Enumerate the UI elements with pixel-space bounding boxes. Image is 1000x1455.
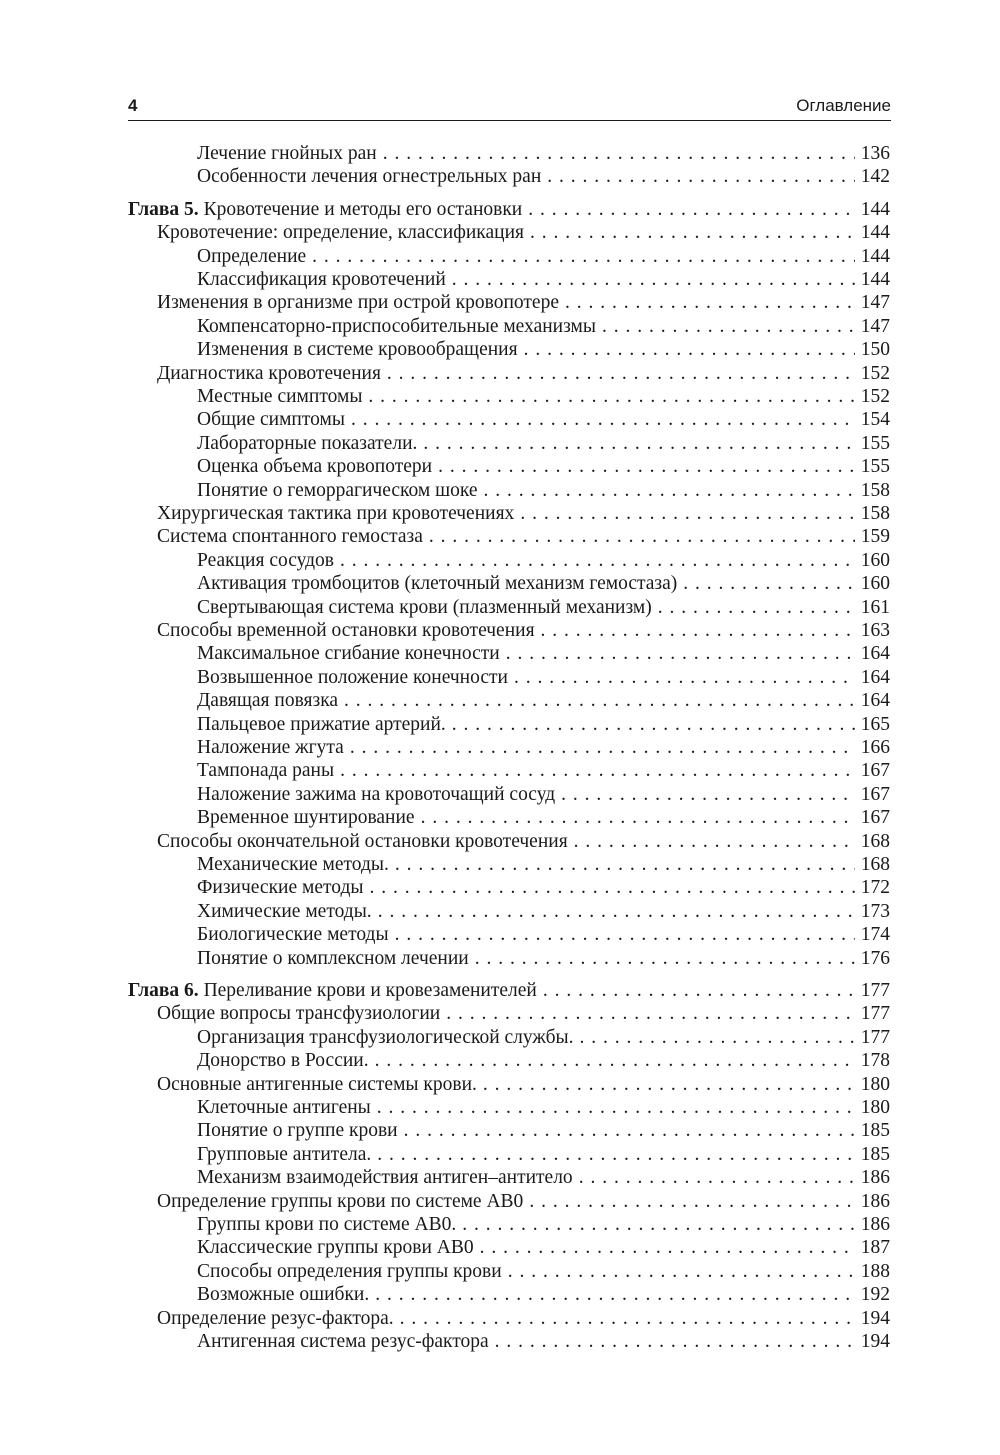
toc-entry-text: Механические методы. bbox=[197, 854, 389, 875]
toc-entry-text: Временное шунтирование bbox=[197, 807, 415, 828]
toc-subsection-entry bbox=[197, 1283, 890, 1307]
toc-page-number: 180 bbox=[860, 1097, 890, 1118]
toc-entry-title bbox=[197, 1330, 489, 1354]
dot-leader bbox=[378, 900, 855, 924]
toc-page-number: 155 bbox=[860, 433, 890, 454]
dot-leader bbox=[375, 1049, 855, 1073]
toc-page-number: 160 bbox=[860, 573, 890, 594]
dot-leader bbox=[483, 1073, 855, 1097]
toc-entry-text: Клеточные антигены bbox=[197, 1097, 371, 1118]
toc-entry-title bbox=[197, 642, 500, 666]
toc-entry-title bbox=[157, 502, 514, 526]
toc-subsection-entry bbox=[197, 1049, 890, 1073]
toc-entry-text: Понятие о группе крови bbox=[197, 1120, 398, 1141]
toc-entry-title bbox=[197, 165, 541, 189]
toc-subsection-entry bbox=[197, 479, 890, 503]
dot-leader bbox=[480, 1236, 855, 1260]
toc-entry-title bbox=[197, 455, 432, 479]
toc-entry-text: Антигенная система резус-фактора bbox=[197, 1331, 489, 1352]
toc-page-number: 194 bbox=[860, 1308, 890, 1329]
toc-page-number: 155 bbox=[860, 456, 890, 477]
dot-leader bbox=[438, 455, 855, 479]
toc-entry-title bbox=[197, 432, 417, 456]
toc-subsection-entry bbox=[197, 268, 890, 292]
toc-entry-title bbox=[197, 806, 415, 830]
toc-entry-title bbox=[197, 479, 478, 503]
dot-leader bbox=[375, 1283, 855, 1307]
dot-leader bbox=[508, 1260, 855, 1284]
toc-page-number: 187 bbox=[860, 1237, 890, 1258]
toc-entry-text: Давящая повязка bbox=[197, 690, 339, 711]
toc-subsection-entry bbox=[197, 1166, 890, 1190]
toc-entry-title bbox=[197, 1143, 371, 1167]
toc-entry-title bbox=[197, 876, 364, 900]
toc-entry-text: Возвышенное положение конечности bbox=[197, 667, 508, 688]
toc-subsection-entry bbox=[197, 806, 890, 830]
toc-subsection-entry bbox=[197, 1330, 890, 1354]
toc-subsection-entry bbox=[197, 596, 890, 620]
toc-entry-title bbox=[197, 549, 334, 573]
toc-entry-text: Общие симптомы bbox=[197, 409, 345, 430]
toc-page-number: 144 bbox=[860, 269, 890, 290]
toc-chapter-entry bbox=[128, 198, 890, 222]
toc-entry-text: Кровотечение и методы его остановки bbox=[203, 199, 523, 220]
toc-entry-title bbox=[197, 666, 508, 690]
dot-leader bbox=[602, 315, 855, 339]
toc-entry-text: Определение группы крови по системе AB0 bbox=[157, 1191, 524, 1212]
toc-page-number: 158 bbox=[860, 480, 890, 501]
toc-entry-text: Пальцевое прижатие артерий. bbox=[197, 714, 446, 735]
toc-entry-text: Понятие о комплексном лечении bbox=[197, 948, 469, 969]
toc-subsection-entry bbox=[197, 900, 890, 924]
dot-leader bbox=[377, 1143, 855, 1167]
toc-page-number: 164 bbox=[860, 690, 890, 711]
toc-entry-title bbox=[157, 830, 568, 854]
toc-entry-text: Способы временной остановки кровотечения bbox=[157, 620, 535, 641]
toc-entry-title bbox=[197, 923, 389, 947]
toc-entry-text: Особенности лечения огнестрельных ран bbox=[197, 166, 542, 187]
toc-page-number: 177 bbox=[860, 1027, 890, 1048]
toc-entry-text: Тампонада раны bbox=[197, 760, 335, 781]
toc-entry-title bbox=[157, 1002, 440, 1026]
toc-page-number: 168 bbox=[860, 854, 890, 875]
toc-page-number: 178 bbox=[860, 1050, 890, 1071]
toc-page-number: 150 bbox=[860, 339, 890, 360]
toc-subsection-entry bbox=[197, 876, 890, 900]
toc-page-number: 144 bbox=[860, 199, 890, 220]
toc-entry-text: Лабораторные показатели. bbox=[197, 433, 418, 454]
toc-entry-text: Максимальное сгибание конечности bbox=[197, 643, 500, 664]
toc-entry-text: Местные симптомы bbox=[197, 386, 363, 407]
toc-page-number: 180 bbox=[860, 1074, 890, 1095]
dot-leader bbox=[368, 385, 854, 409]
toc-page-number: 167 bbox=[860, 760, 890, 781]
toc-entry-title bbox=[197, 1260, 502, 1284]
toc-entry-text: Переливание крови и кровезаменителей bbox=[203, 980, 537, 1001]
dot-leader bbox=[383, 142, 855, 166]
dot-leader bbox=[404, 1119, 855, 1143]
toc-page-number: 161 bbox=[860, 597, 890, 618]
toc-page-number: 173 bbox=[860, 901, 890, 922]
toc-subsection-entry bbox=[197, 642, 890, 666]
toc-entry-title bbox=[197, 142, 377, 166]
dot-leader bbox=[579, 1166, 855, 1190]
toc-entry-title bbox=[157, 619, 535, 643]
dot-leader bbox=[340, 759, 855, 783]
toc-entry-text: Основные антигенные системы крови. bbox=[157, 1074, 477, 1095]
toc-subsection-entry bbox=[197, 759, 890, 783]
toc-entry-title bbox=[197, 408, 345, 432]
toc-subsection-entry bbox=[197, 338, 890, 362]
toc-page-number: 165 bbox=[860, 714, 890, 735]
toc-section-entry bbox=[157, 362, 890, 386]
toc-subsection-entry bbox=[197, 385, 890, 409]
toc-entry-title bbox=[157, 1073, 477, 1097]
toc-entry-title bbox=[197, 1049, 369, 1073]
toc-entry-text: Диагностика кровотечения bbox=[157, 363, 381, 384]
toc-entry-title bbox=[197, 947, 469, 971]
toc-entry-text: Лечение гнойных ран bbox=[197, 143, 377, 164]
toc-section-entry bbox=[157, 619, 890, 643]
dot-leader bbox=[400, 1307, 855, 1331]
toc-page-number: 152 bbox=[860, 386, 890, 407]
toc-page-number: 142 bbox=[860, 166, 890, 187]
toc-entry-text: Понятие о геморрагическом шоке bbox=[197, 480, 478, 501]
dot-leader bbox=[429, 525, 855, 549]
toc-entry-title bbox=[157, 1307, 394, 1331]
page-number: 4 bbox=[128, 96, 138, 115]
dot-leader bbox=[421, 806, 855, 830]
toc-page-number: 166 bbox=[860, 737, 890, 758]
toc-entry-text: Групповые антитела. bbox=[197, 1144, 372, 1165]
dot-leader bbox=[520, 502, 854, 526]
toc-page-number: 177 bbox=[860, 1003, 890, 1024]
dot-leader bbox=[506, 642, 855, 666]
toc-page-number: 185 bbox=[860, 1120, 890, 1141]
toc-entry-text: Общие вопросы трансфузиологии bbox=[157, 1003, 441, 1024]
dot-leader bbox=[580, 1026, 855, 1050]
toc-section-entry bbox=[157, 1002, 890, 1026]
toc-page-number: 144 bbox=[860, 246, 890, 267]
toc-entry-title bbox=[197, 596, 652, 620]
toc-entry-text: Реакция сосудов bbox=[197, 550, 335, 571]
toc-page-number: 186 bbox=[860, 1214, 890, 1235]
toc-subsection-entry bbox=[197, 783, 890, 807]
toc-section-entry bbox=[157, 525, 890, 549]
dot-leader bbox=[547, 165, 855, 189]
toc-page-number: 152 bbox=[860, 363, 890, 384]
toc-entry-title bbox=[197, 1119, 398, 1143]
toc-entry-text: Физические методы bbox=[197, 877, 364, 898]
toc-entry-title bbox=[128, 979, 537, 1003]
toc-entry-title bbox=[197, 759, 334, 783]
toc-entry-text: Возможные ошибки. bbox=[197, 1284, 370, 1305]
toc-subsection-entry bbox=[197, 315, 890, 339]
dot-leader bbox=[395, 923, 855, 947]
toc-entry-text: Химические методы. bbox=[197, 901, 372, 922]
toc-page-number: 185 bbox=[860, 1144, 890, 1165]
dot-leader bbox=[528, 198, 855, 222]
running-title: Оглавление bbox=[796, 96, 891, 115]
toc-entry-text: Наложение зажима на кровоточащий сосуд bbox=[197, 784, 556, 805]
toc-page-number: 163 bbox=[860, 620, 890, 641]
dot-leader bbox=[683, 572, 854, 596]
toc-subsection-entry bbox=[197, 432, 890, 456]
toc-section-entry bbox=[157, 502, 890, 526]
toc-entry-title bbox=[197, 713, 446, 737]
toc-subsection-entry bbox=[197, 1260, 890, 1284]
dot-leader bbox=[462, 1213, 855, 1237]
toc-entry-title bbox=[197, 1283, 369, 1307]
toc-entry-text: Компенсаторно-приспособительные механизмы bbox=[197, 316, 596, 337]
dot-leader bbox=[495, 1330, 855, 1354]
dot-leader bbox=[350, 736, 855, 760]
toc-section-entry bbox=[157, 291, 890, 315]
dot-leader bbox=[530, 221, 855, 245]
toc-entry-title bbox=[197, 385, 362, 409]
toc-page-number: 186 bbox=[860, 1191, 890, 1212]
toc-entry-text: Классические группы крови AB0 bbox=[197, 1237, 474, 1258]
toc-page-number: 160 bbox=[860, 550, 890, 571]
dot-leader bbox=[543, 979, 855, 1003]
toc-subsection-entry bbox=[197, 142, 890, 166]
toc-subsection-entry bbox=[197, 923, 890, 947]
toc-entry-text: Определение резус-фактора. bbox=[157, 1308, 394, 1329]
toc-entry-title bbox=[197, 853, 389, 877]
dot-leader bbox=[452, 713, 855, 737]
toc-entry-text: Активация тромбоцитов (клеточный механизм гемостаза) bbox=[197, 573, 678, 594]
toc-entry-title bbox=[197, 338, 518, 362]
toc-entry-text: Способы определения группы крови bbox=[197, 1261, 502, 1282]
toc-subsection-entry bbox=[197, 549, 890, 573]
dot-leader bbox=[446, 1002, 855, 1026]
toc-page-number: 177 bbox=[860, 980, 890, 1001]
toc-entry-text: Изменения в системе кровообращения bbox=[197, 339, 518, 360]
toc-entry-text: Донорство в России. bbox=[197, 1050, 369, 1071]
toc-page-number: 168 bbox=[860, 831, 890, 852]
toc-subsection-entry bbox=[197, 947, 890, 971]
toc-subsection-entry bbox=[197, 689, 890, 713]
dot-leader bbox=[351, 408, 855, 432]
toc-entry-title bbox=[197, 689, 338, 713]
toc-entry-text: Биологические методы bbox=[197, 924, 389, 945]
toc-entry-title bbox=[197, 245, 306, 269]
toc-page-number: 154 bbox=[860, 409, 890, 430]
toc-page-number: 147 bbox=[860, 292, 890, 313]
dot-leader bbox=[370, 876, 855, 900]
chapter-label: Глава 5. bbox=[128, 199, 199, 220]
toc-entry-text: Кровотечение: определение, классификация bbox=[157, 222, 524, 243]
toc-entry-text: Оценка объема кровопотери bbox=[197, 456, 433, 477]
toc-subsection-entry bbox=[197, 455, 890, 479]
toc-page-number: 176 bbox=[860, 948, 890, 969]
toc-entry-text: Организация трансфузиологической службы. bbox=[197, 1027, 574, 1048]
toc-page-number: 164 bbox=[860, 667, 890, 688]
toc-entry-title bbox=[157, 291, 559, 315]
toc-chapter-entry bbox=[128, 979, 890, 1003]
dot-leader bbox=[423, 432, 854, 456]
dot-leader bbox=[524, 338, 855, 362]
toc-entry-title bbox=[197, 1213, 456, 1237]
dot-leader bbox=[312, 245, 855, 269]
toc-entry-text: Свертывающая система крови (плазменный механизм) bbox=[197, 597, 652, 618]
toc-entry-title bbox=[157, 525, 423, 549]
toc-subsection-entry bbox=[197, 572, 890, 596]
toc-page-number: 136 bbox=[860, 143, 890, 164]
toc-page-number: 194 bbox=[860, 1331, 890, 1352]
toc-entry-text: Способы окончательной остановки кровотечения bbox=[157, 831, 568, 852]
toc-entry-title bbox=[157, 221, 524, 245]
toc-page-number: 164 bbox=[860, 643, 890, 664]
toc-subsection-entry bbox=[197, 165, 890, 189]
dot-leader bbox=[484, 479, 855, 503]
toc-page-number: 167 bbox=[860, 784, 890, 805]
toc-subsection-entry bbox=[197, 245, 890, 269]
dot-leader bbox=[377, 1096, 855, 1120]
dot-leader bbox=[561, 783, 855, 807]
dot-leader bbox=[340, 549, 855, 573]
toc-page-number: 147 bbox=[860, 316, 890, 337]
toc-entry-title bbox=[157, 362, 381, 386]
toc-subsection-entry bbox=[197, 408, 890, 432]
toc-entry-text: Классификация кровотечений bbox=[197, 269, 446, 290]
toc-page-number: 174 bbox=[860, 924, 890, 945]
toc-entry-title bbox=[197, 736, 344, 760]
toc-subsection-entry bbox=[197, 1236, 890, 1260]
toc-entry-title bbox=[197, 268, 446, 292]
toc-entry-title bbox=[157, 1190, 523, 1214]
toc-entry-title bbox=[197, 315, 596, 339]
toc-page-number: 192 bbox=[860, 1284, 890, 1305]
dot-leader bbox=[529, 1190, 854, 1214]
toc-section-entry bbox=[157, 830, 890, 854]
toc-section-entry bbox=[157, 1073, 890, 1097]
toc-subsection-entry bbox=[197, 666, 890, 690]
toc-page-number: 158 bbox=[860, 503, 890, 524]
dot-leader bbox=[452, 268, 855, 292]
toc-entry-title bbox=[197, 572, 677, 596]
dot-leader bbox=[395, 853, 855, 877]
dot-leader bbox=[387, 362, 855, 386]
toc-entry-text: Определение bbox=[197, 246, 307, 267]
toc-page-number: 186 bbox=[860, 1167, 890, 1188]
toc-entry-text: Механизм взаимодействия антиген–антитело bbox=[197, 1167, 573, 1188]
toc-section-entry bbox=[157, 1190, 890, 1214]
toc-entry-text: Группы крови по системе AB0. bbox=[197, 1214, 457, 1235]
toc-entry-text: Система спонтанного гемостаза bbox=[157, 526, 423, 547]
toc-section-entry bbox=[157, 221, 890, 245]
dot-leader bbox=[541, 619, 855, 643]
toc-entry-title bbox=[197, 1026, 574, 1050]
chapter-label: Глава 6. bbox=[128, 980, 199, 1001]
toc-entry-text: Хирургическая тактика при кровотечениях bbox=[157, 503, 515, 524]
dot-leader bbox=[565, 291, 855, 315]
toc-entry-title bbox=[197, 783, 555, 807]
toc-entry-text: Наложение жгута bbox=[197, 737, 344, 758]
toc-entry-title bbox=[197, 1166, 573, 1190]
toc-entry-title bbox=[197, 900, 372, 924]
dot-leader bbox=[574, 830, 855, 854]
toc-page-number: 172 bbox=[860, 877, 890, 898]
toc-subsection-entry bbox=[197, 853, 890, 877]
toc-subsection-entry bbox=[197, 1096, 890, 1120]
toc-subsection-entry bbox=[197, 1143, 890, 1167]
toc-entry-title bbox=[197, 1096, 371, 1120]
toc-subsection-entry bbox=[197, 736, 890, 760]
toc-subsection-entry bbox=[197, 713, 890, 737]
dot-leader bbox=[658, 596, 855, 620]
dot-leader bbox=[514, 666, 855, 690]
toc-entry-title bbox=[128, 198, 522, 222]
toc-page-number: 144 bbox=[860, 222, 890, 243]
toc-page-number: 188 bbox=[860, 1261, 890, 1282]
toc-page-number: 167 bbox=[860, 807, 890, 828]
toc-section-entry bbox=[157, 1307, 890, 1331]
toc-entry-title bbox=[197, 1236, 474, 1260]
toc-subsection-entry bbox=[197, 1119, 890, 1143]
toc-entry-text: Изменения в организме при острой кровопотере bbox=[157, 292, 559, 313]
toc-page-number: 159 bbox=[860, 526, 890, 547]
dot-leader bbox=[344, 689, 855, 713]
dot-leader bbox=[475, 947, 855, 971]
toc-subsection-entry bbox=[197, 1213, 890, 1237]
toc-subsection-entry bbox=[197, 1026, 890, 1050]
